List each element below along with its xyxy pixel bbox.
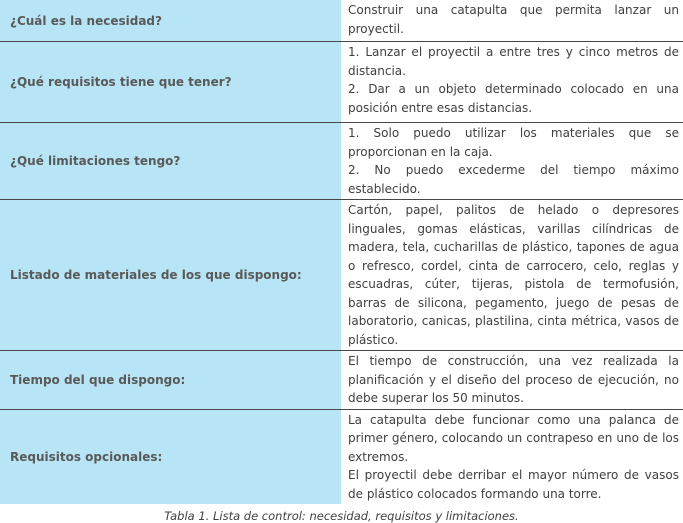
value-paragraph: 1. Lanzar el proyectil a entre tres y cinco metros de distancia. bbox=[348, 45, 679, 78]
value-paragraph: Cartón, papel, palitos de helado o depresores linguales, gomas elásticas, varillas cilíndricas de madera, tela, cucharillas de plástico, tapones de agua o refresco, cordel, cinta de carrocero, celo, reglas y escuadras, cúter, tijeras, pistola de termofusión, barras de silicona, pegamento, juego de pesas de laboratorio, canicas, plastilina, cinta métrica, vasos de plástico. bbox=[348, 203, 679, 347]
row-label-tiempo: Tiempo del que dispongo: bbox=[0, 351, 341, 409]
row-value-limitaciones bbox=[341, 123, 683, 199]
row-label-materiales: Listado de materiales de los que dispongo: bbox=[0, 200, 341, 350]
row-label-limitaciones: ¿Qué limitaciones tengo? bbox=[0, 123, 341, 199]
value-paragraph: Construir una catapulta que permita lanzar un proyectil. bbox=[348, 3, 679, 36]
table-row bbox=[0, 200, 683, 351]
row-value-opcionales bbox=[341, 410, 683, 505]
row-label-necesidad: ¿Cuál es la necesidad? bbox=[0, 0, 341, 41]
row-label-opcionales: Requisitos opcionales: bbox=[0, 410, 341, 505]
table-row bbox=[0, 0, 683, 42]
value-paragraph: 1. Solo puedo utilizar los materiales que se proporcionan en la caja. bbox=[348, 126, 679, 159]
row-value-materiales bbox=[341, 200, 683, 350]
value-paragraph: El proyectil debe derribar el mayor número de vasos de plástico colocados formando una torre. bbox=[348, 468, 679, 501]
table-row bbox=[0, 123, 683, 200]
value-paragraph: 2. Dar a un objeto determinado colocado en una posición entre esas distancias. bbox=[348, 82, 679, 115]
row-value-requisitos bbox=[341, 42, 683, 122]
row-label-requisitos: ¿Qué requisitos tiene que tener? bbox=[0, 42, 341, 122]
table-row bbox=[0, 351, 683, 410]
row-value-necesidad bbox=[341, 0, 683, 41]
value-paragraph: El tiempo de construcción, una vez realizada la planificación y el diseño del proceso de ejecución, no debe superar los 50 minutos. bbox=[348, 354, 679, 405]
table-row bbox=[0, 410, 683, 505]
table-caption: Tabla 1. Lista de control: necesidad, requisitos y limitaciones. bbox=[164, 509, 519, 523]
value-paragraph: La catapulta debe funcionar como una palanca de primer género, colocando un contrapeso en uno de los extremos. bbox=[348, 412, 679, 464]
table-row bbox=[0, 42, 683, 123]
value-paragraph: 2. No puedo excederme del tiempo máximo establecido. bbox=[348, 163, 679, 196]
row-value-tiempo bbox=[341, 351, 683, 409]
